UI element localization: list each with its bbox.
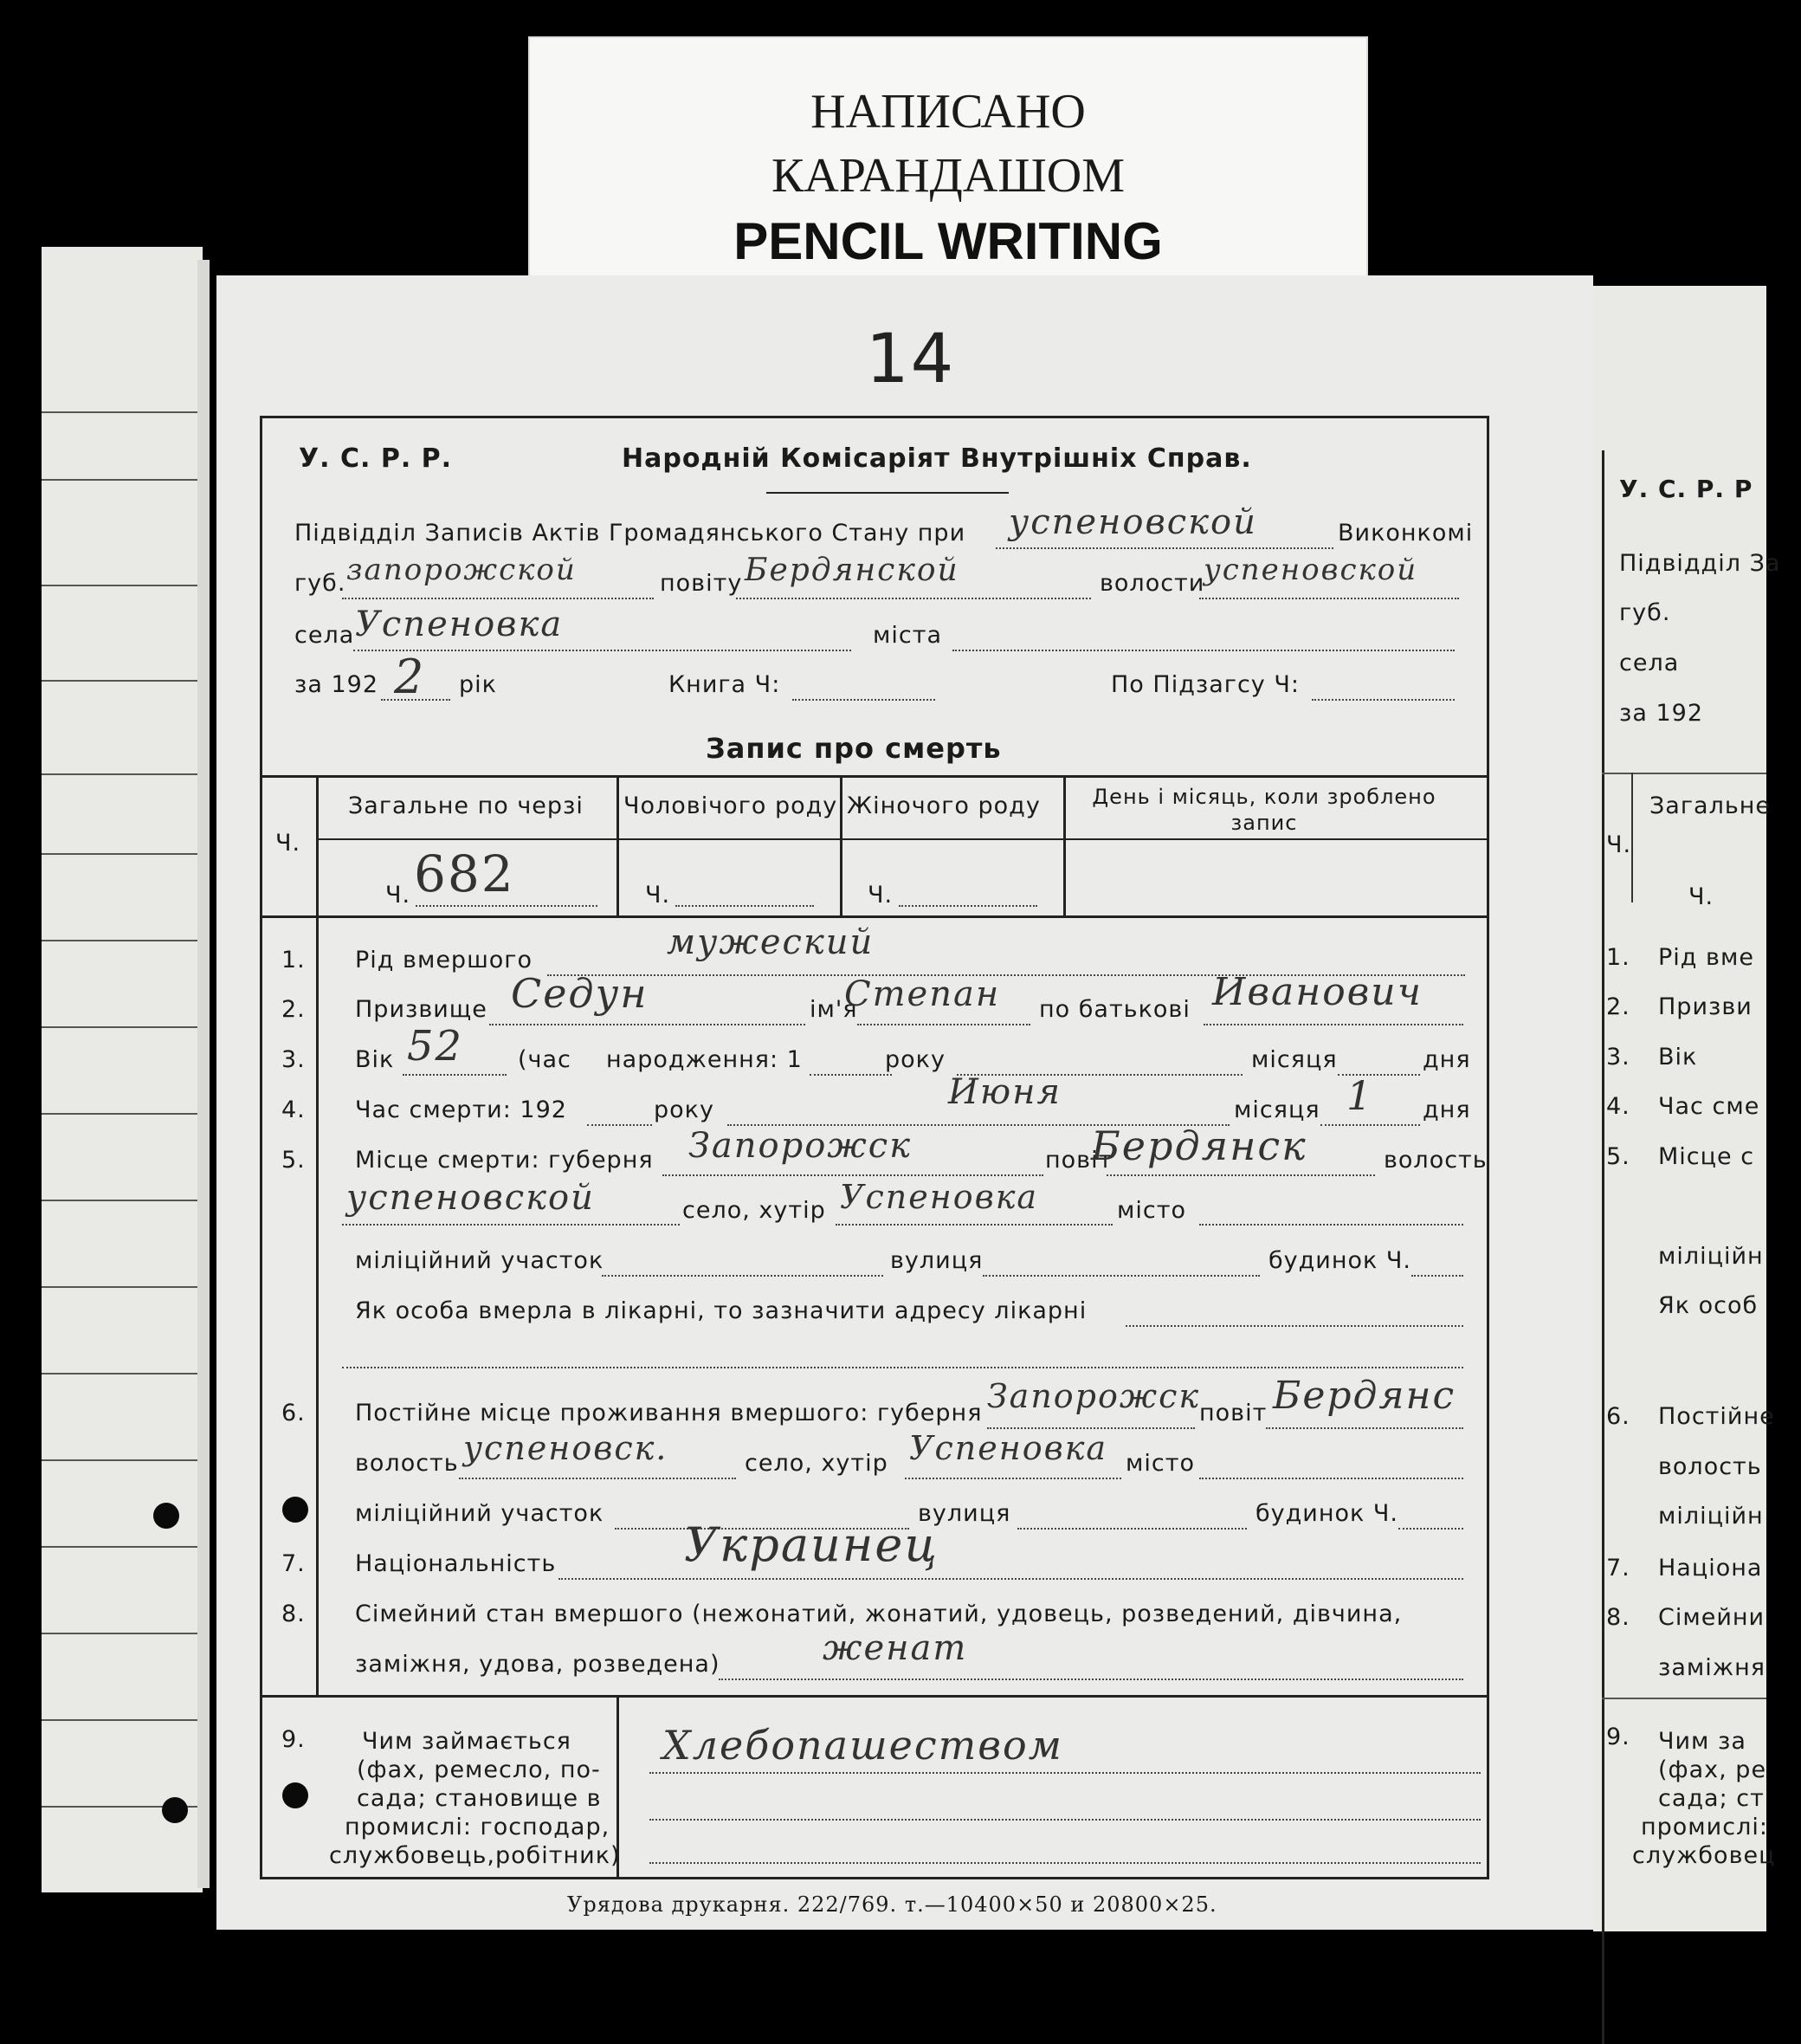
- right-adjacent-page: [1593, 286, 1781, 1931]
- residence-selo-label: село, хутір: [745, 1450, 888, 1477]
- right-n5: 5.: [1606, 1143, 1630, 1170]
- right-t5b: міліційн: [1658, 1243, 1764, 1270]
- mista-label: міста: [873, 622, 942, 649]
- male-ch: Ч.: [645, 882, 671, 909]
- residence-volost-label: волость: [355, 1450, 459, 1477]
- row-num-8: 8.: [281, 1601, 306, 1627]
- right-n8: 8.: [1606, 1604, 1630, 1631]
- right-t9d: промислі:: [1641, 1814, 1768, 1840]
- label-line-2: КАРАНДАШОМ: [771, 149, 1126, 203]
- col-male: Чоловічого роду: [623, 792, 838, 819]
- occupation-label-4: промислі: господар,: [345, 1814, 610, 1840]
- hw-death-gub: Запорожск: [688, 1126, 913, 1166]
- row-num-2: 2.: [281, 996, 306, 1023]
- hw-pri: успеновской: [1009, 502, 1257, 542]
- death-volost-label: волость: [1384, 1147, 1488, 1174]
- hw-res-selo: Успеновка: [909, 1429, 1108, 1467]
- hw-res-povit: Бердянс: [1273, 1374, 1456, 1418]
- label-line-3: PENCIL WRITING: [733, 212, 1163, 270]
- right-ussr: У. С. Р. Р: [1619, 475, 1753, 503]
- pencil-writing-label: [528, 36, 1368, 301]
- hw-rid: мужеский: [667, 922, 875, 962]
- row-num-4: 4.: [281, 1096, 306, 1123]
- nationality-label: Національність: [355, 1550, 557, 1577]
- right-t9e: службовец: [1632, 1842, 1776, 1869]
- residence-povit-label: повіт: [1199, 1400, 1268, 1426]
- hw-death-selo: Успеновка: [840, 1178, 1039, 1216]
- right-line-3: села: [1619, 650, 1680, 676]
- row-num-1: 1.: [281, 947, 306, 973]
- hw-gub: запорожской: [346, 553, 577, 587]
- hw-age: 52: [407, 1022, 464, 1071]
- volost-label: волости: [1100, 570, 1205, 597]
- name-label: ім'я: [810, 996, 858, 1023]
- residence-street-label: вулиця: [918, 1500, 1011, 1527]
- hw-marital: женат: [823, 1628, 968, 1668]
- hw-year: 2: [394, 650, 426, 704]
- page-number: 14: [866, 320, 956, 398]
- printer-footer: Урядова друкарня. 222/769. т.—10400×50 и 20800×25.: [567, 1892, 1217, 1917]
- occupation-label-3: сада; становище в: [357, 1785, 602, 1812]
- col-female: Жіночого роду: [847, 792, 1041, 819]
- row-num-5: 5.: [281, 1147, 306, 1174]
- death-place-label: Місце смерти: губерня: [355, 1147, 654, 1174]
- right-line-6: Ч.: [1606, 831, 1632, 858]
- right-n4: 4.: [1606, 1093, 1630, 1120]
- hw-nationality: Украинец: [684, 1517, 939, 1572]
- birth-time-label: (час: [518, 1046, 571, 1073]
- marital-label: Сімейний стан вмершого (нежонатий, жонатий, удовець, розведений, дівчина,: [355, 1601, 1403, 1627]
- right-line-7: Ч.: [1688, 883, 1714, 910]
- death-militia-label: міліційний участок: [355, 1247, 604, 1274]
- right-t6b: волость: [1658, 1453, 1762, 1480]
- year-label: за 192: [294, 671, 379, 698]
- right-n9: 9.: [1606, 1724, 1630, 1750]
- patronymic-label: по батькові: [1039, 996, 1191, 1023]
- death-time-label: Час смерти: 192: [355, 1096, 567, 1123]
- knyha-label: Книга Ч:: [668, 671, 781, 698]
- hw-res-gub: Запорожск: [987, 1377, 1201, 1415]
- occupation-label-5: службовець,робітник): [329, 1842, 621, 1869]
- right-n1: 1.: [1606, 944, 1630, 971]
- death-selo-label: село, хутір: [682, 1197, 826, 1224]
- hw-death-month: Июня: [948, 1072, 1062, 1112]
- right-t6: Постійне: [1658, 1403, 1775, 1430]
- right-n7: 7.: [1606, 1555, 1630, 1582]
- left-page-edge: [197, 260, 210, 1888]
- ussr-heading: У. С. Р. Р.: [299, 443, 453, 474]
- death-povit-label: повіт: [1045, 1147, 1114, 1174]
- row-num-7: 7.: [281, 1550, 306, 1577]
- hw-volost: успеновской: [1204, 553, 1418, 587]
- right-t8: Сімейни: [1658, 1604, 1765, 1631]
- occupation-label: Чим займається: [362, 1728, 571, 1755]
- right-n2: 2.: [1606, 993, 1630, 1020]
- row-num-6: 6.: [281, 1400, 306, 1426]
- right-t8b: заміжня: [1658, 1654, 1765, 1681]
- right-t4: Час сме: [1658, 1093, 1760, 1120]
- hw-death-day: 1: [1346, 1072, 1374, 1119]
- death-day-label: дня: [1423, 1096, 1471, 1123]
- right-t2: Призви: [1658, 993, 1753, 1020]
- marital-label-2: заміжня, удова, розведена): [355, 1651, 720, 1678]
- death-house-label: будинок Ч.: [1268, 1247, 1411, 1274]
- hospital-label: Як особа вмерла в лікарні, то зазначити адресу лікарні: [355, 1297, 1088, 1324]
- col-general: Загальне по черзі: [348, 792, 584, 819]
- binding-hole: [282, 1782, 308, 1808]
- gub-label: губ.: [294, 570, 346, 597]
- hw-res-volost: успеновск.: [463, 1429, 668, 1467]
- row-num-3: 3.: [281, 1046, 306, 1073]
- right-t1: Рід вме: [1658, 944, 1754, 971]
- residence-misto-label: місто: [1126, 1450, 1195, 1477]
- hw-name: Степан: [844, 974, 1001, 1014]
- rik-label: рік: [459, 671, 497, 698]
- residence-label: Постійне місце проживання вмершого: губерня: [355, 1400, 983, 1426]
- right-t5c: Як особ: [1658, 1292, 1759, 1319]
- death-month-label: місяця: [1234, 1096, 1320, 1123]
- right-t3: Вік: [1658, 1044, 1698, 1071]
- hw-death-povit: Бердянск: [1091, 1122, 1307, 1169]
- general-ch: Ч.: [385, 882, 411, 909]
- age-label: Вік: [355, 1046, 395, 1073]
- commissariat-heading: Народній Комісаріят Внутрішніх Справ.: [622, 443, 1252, 474]
- binding-hole: [282, 1497, 308, 1523]
- death-street-label: вулиця: [890, 1247, 984, 1274]
- binding-hole: [162, 1797, 188, 1823]
- death-year-label: року: [654, 1096, 714, 1123]
- right-line-2: губ.: [1619, 599, 1671, 626]
- pidzahsu-label: По Підзагсу Ч:: [1111, 671, 1300, 698]
- residence-house-label: будинок Ч.: [1256, 1500, 1398, 1527]
- left-adjacent-page: [42, 247, 203, 1892]
- birth-year-label: року: [885, 1046, 946, 1073]
- right-line-5: Загальне: [1649, 792, 1772, 819]
- female-ch: Ч.: [868, 882, 894, 909]
- sela-label: села: [294, 622, 355, 649]
- row-num-9: 9.: [281, 1726, 306, 1753]
- label-line-1: НАПИСАНО: [810, 85, 1086, 139]
- hw-surname: Седун: [511, 970, 649, 1017]
- right-line-4: за 192: [1619, 700, 1704, 727]
- residence-militia-label: міліційний участок: [355, 1500, 604, 1527]
- birth-label: народження: 1: [606, 1046, 803, 1073]
- hw-patronymic: Иванович: [1212, 970, 1423, 1014]
- hw-occupation: Хлебопашеством: [662, 1722, 1063, 1769]
- birth-day-label: дня: [1423, 1046, 1471, 1073]
- form-title: Запис про смерть: [706, 732, 1002, 765]
- right-t9c: сада; ст: [1658, 1785, 1765, 1812]
- right-t6c: міліційн: [1658, 1503, 1764, 1530]
- right-line-1: Підвідділ За: [1619, 550, 1781, 577]
- right-t9: Чим за: [1658, 1728, 1746, 1755]
- hw-death-volost: успеновской: [346, 1178, 595, 1218]
- subdivision-label: Підвідділ Записів Актів Громадянського Стану при: [294, 520, 966, 547]
- povit-label: повіту: [660, 570, 743, 597]
- right-t5: Місце с: [1658, 1143, 1755, 1170]
- hw-povit: Бердянской: [745, 553, 959, 588]
- right-t9b: (фах, ре: [1658, 1756, 1767, 1783]
- right-n3: 3.: [1606, 1044, 1630, 1071]
- right-t7: Націона: [1658, 1555, 1763, 1582]
- hw-sela: Успеновка: [355, 605, 564, 644]
- col-date: День і місяць, коли зроблено запис: [1092, 785, 1436, 835]
- rid-label: Рід вмершого: [355, 947, 533, 973]
- hw-number: 682: [414, 844, 515, 903]
- right-n6: 6.: [1606, 1403, 1630, 1430]
- binding-hole: [153, 1503, 179, 1529]
- executive-label: Виконкомі: [1338, 520, 1474, 547]
- occupation-label-2: (фах, ремесло, по-: [357, 1756, 601, 1783]
- birth-month-label: місяця: [1251, 1046, 1338, 1073]
- col-ch: Ч.: [275, 830, 301, 857]
- death-misto-label: місто: [1117, 1197, 1186, 1224]
- surname-label: Призвище: [355, 996, 487, 1023]
